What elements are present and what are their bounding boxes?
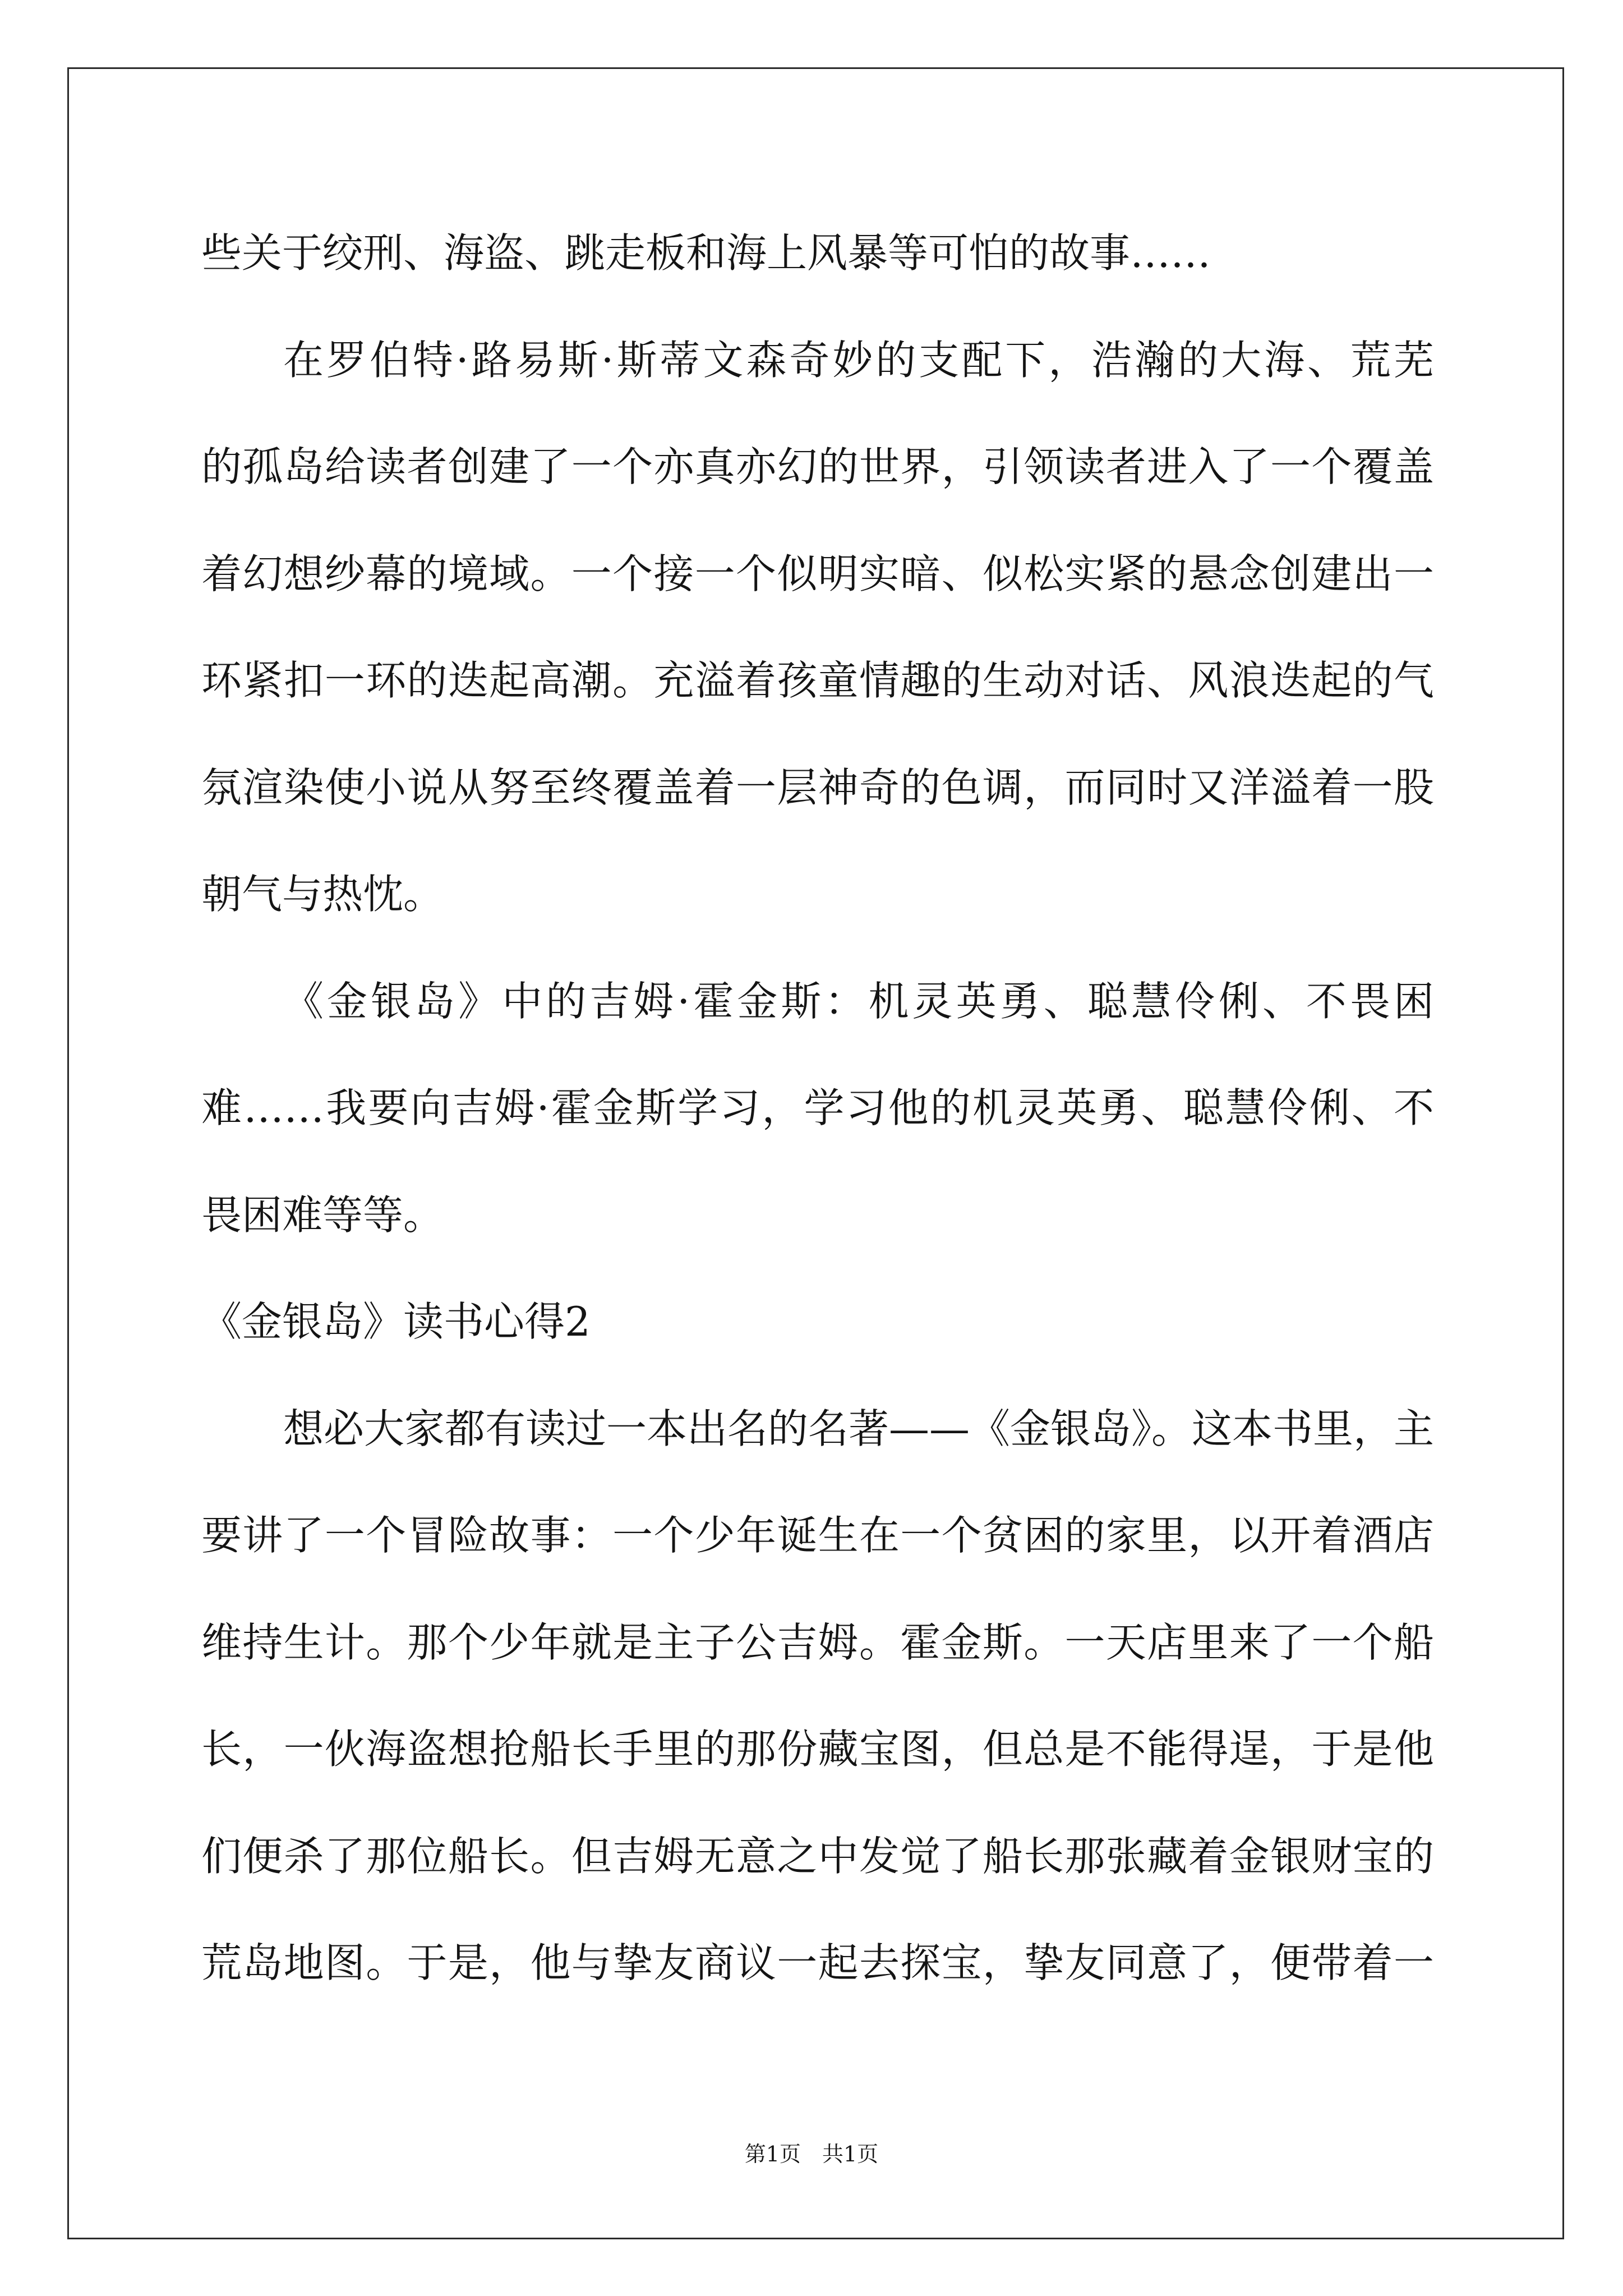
text-line: 们便杀了那位船长。但吉姆无意之中发觉了船长那张藏着金银财宝的 <box>201 1832 1434 1880</box>
text-line: 《金银岛》中的吉姆·霍金斯：机灵英勇、聪慧伶俐、不畏困 <box>283 977 1434 1025</box>
section-heading: 《金银岛》读书心得2 <box>201 1298 591 1345</box>
text-line: 些关于绞刑、海盗、跳走板和海上风暴等可怕的故事…… <box>201 229 1211 277</box>
paragraph <box>201 307 1434 948</box>
text-line: 畏困难等等。 <box>201 1191 444 1239</box>
text-line: 在罗伯特·路易斯·斯蒂文森奇妙的支配下，浩瀚的大海、荒芜 <box>283 336 1434 384</box>
text-line: 难……我要向吉姆·霍金斯学习，学习他的机灵英勇、聪慧伶俐、不 <box>201 1084 1434 1131</box>
text-line: 长，一伙海盗想抢船长手里的那份藏宝图，但总是不能得逞，于是他 <box>201 1726 1434 1773</box>
text-line: 想必大家都有读过一本出名的名著——《金银岛》。这本书里，主 <box>283 1405 1435 1452</box>
page-footer: 第1页 共1页 <box>744 2142 879 2166</box>
text-line: 荒岛地图。于是，他与挚友商议一起去探宝，挚友同意了，便带着一 <box>201 1939 1434 1986</box>
paragraph <box>201 200 1434 307</box>
paragraph <box>201 948 1434 1269</box>
text-line: 着幻想纱幕的境域。一个接一个似明实暗、似松实紧的悬念创建出一 <box>201 550 1434 597</box>
text-line: 要讲了一个冒险故事：一个少年诞生在一个贫困的家里，以开着酒店 <box>201 1512 1434 1559</box>
text-line: 维持生计。那个少年就是主子公吉姆。霍金斯。一天店里来了一个船 <box>201 1618 1434 1666</box>
section-heading-wrapper <box>201 1268 1434 1375</box>
document-body <box>201 200 1434 2017</box>
text-line: 的孤岛给读者创建了一个亦真亦幻的世界，引领读者进入了一个覆盖 <box>201 443 1434 490</box>
text-line: 朝气与热忱。 <box>201 871 444 918</box>
paragraph <box>201 1375 1434 2017</box>
text-line: 氛渲染使小说从努至终覆盖着一层神奇的色调，而同时又洋溢着一股 <box>201 763 1434 811</box>
text-line: 环紧扣一环的迭起高潮。充溢着孩童情趣的生动对话、风浪迭起的气 <box>201 657 1434 704</box>
